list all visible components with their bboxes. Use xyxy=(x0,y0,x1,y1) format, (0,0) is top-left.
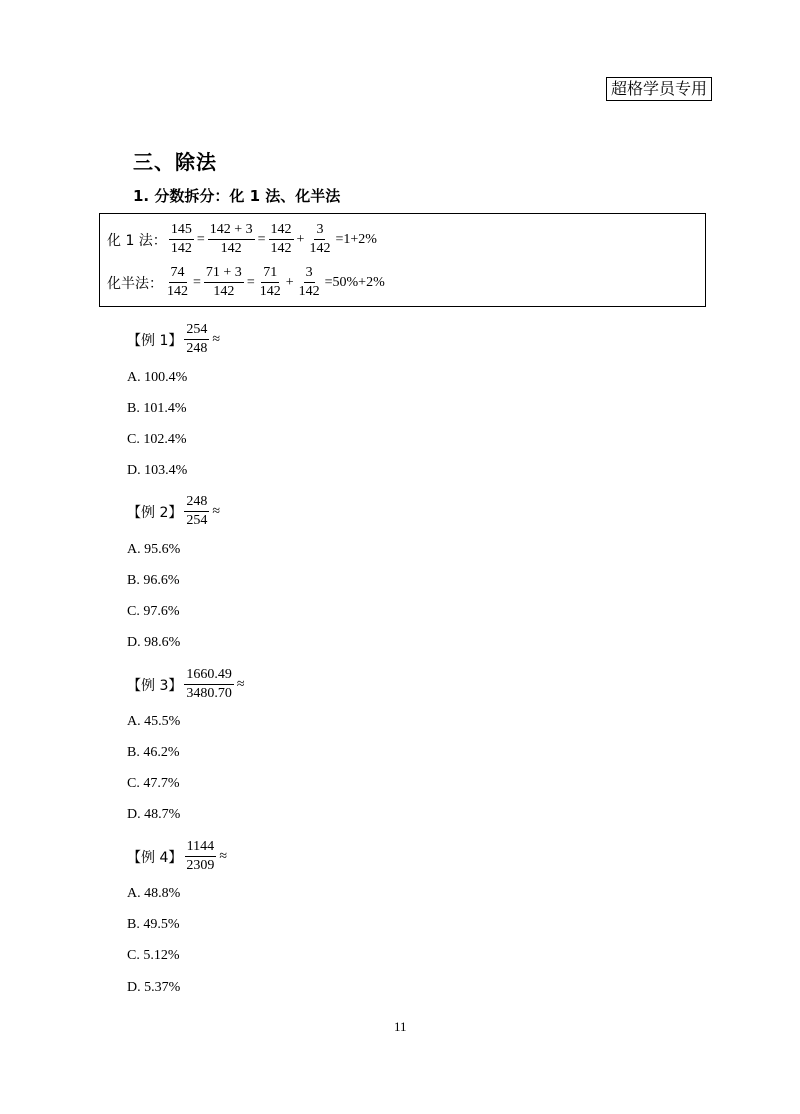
option: C. 97.6% xyxy=(127,604,180,619)
option: C. 47.7% xyxy=(127,776,180,791)
header-tag: 超格学员专用 xyxy=(606,77,712,101)
approx-symbol: ≈ xyxy=(236,676,245,692)
option: D. 98.6% xyxy=(127,635,181,650)
fraction-numerator: 254 xyxy=(184,321,209,340)
example-question xyxy=(127,321,221,358)
method-result: =1+2% xyxy=(335,231,377,247)
option: B. 96.6% xyxy=(127,573,180,588)
fraction-numerator: 248 xyxy=(184,493,209,512)
example-question xyxy=(127,838,228,875)
approx-symbol: ≈ xyxy=(212,503,221,519)
fraction xyxy=(208,221,255,258)
fraction-denominator: 254 xyxy=(186,513,208,528)
bracket-open: 【 xyxy=(127,849,141,866)
option: B. 101.4% xyxy=(127,401,187,416)
example-question xyxy=(127,666,246,703)
fraction-denominator: 142 xyxy=(220,241,242,256)
example-label: 例 4 xyxy=(141,849,169,866)
fraction-numerator: 1660.49 xyxy=(184,666,234,685)
operator: = xyxy=(257,231,266,247)
fraction-denominator: 2309 xyxy=(186,858,215,873)
bracket-open: 【 xyxy=(127,504,141,521)
fraction-denominator: 142 xyxy=(170,241,192,256)
operator: + xyxy=(285,274,294,290)
fraction-numerator: 74 xyxy=(169,264,187,283)
fraction-numerator: 145 xyxy=(169,221,194,240)
operator: = xyxy=(193,274,201,290)
fraction xyxy=(204,264,244,301)
fraction-denominator: 142 xyxy=(309,241,331,256)
fraction-denominator: 248 xyxy=(186,341,208,356)
example-label: 例 1 xyxy=(141,332,169,349)
fraction xyxy=(169,221,194,258)
fraction-numerator: 3 xyxy=(304,264,315,283)
fraction-numerator: 3 xyxy=(314,221,325,240)
bracket-close: 】 xyxy=(168,332,183,349)
fraction xyxy=(184,493,209,530)
fraction-numerator: 71 + 3 xyxy=(204,264,244,283)
fraction-denominator: 3480.70 xyxy=(186,686,232,701)
method-label: 化半法： xyxy=(107,275,163,292)
bracket-close: 】 xyxy=(168,504,183,521)
bracket-close: 】 xyxy=(168,849,183,866)
fraction xyxy=(184,838,216,875)
method-box xyxy=(99,213,706,307)
option: A. 48.8% xyxy=(127,886,181,901)
example-label: 例 3 xyxy=(141,677,169,694)
fraction-numerator: 142 xyxy=(269,221,294,240)
fraction xyxy=(307,221,332,258)
fraction-denominator: 142 xyxy=(167,284,188,299)
fraction xyxy=(258,264,283,301)
fraction-numerator: 142 + 3 xyxy=(208,221,255,240)
section-title: 三、除法 xyxy=(133,150,217,174)
fraction xyxy=(269,221,294,258)
page-number: 11 xyxy=(394,1019,407,1034)
approx-symbol: ≈ xyxy=(212,331,221,347)
fraction-denominator: 142 xyxy=(259,284,281,299)
fraction-denominator: 142 xyxy=(270,241,292,256)
method-row xyxy=(107,264,386,301)
option: B. 46.2% xyxy=(127,745,180,760)
approx-symbol: ≈ xyxy=(219,848,228,864)
option: A. 45.5% xyxy=(127,714,181,729)
bracket-open: 【 xyxy=(127,332,141,349)
fraction xyxy=(184,321,209,358)
fraction-denominator: 142 xyxy=(298,284,320,299)
fraction xyxy=(165,264,190,301)
fraction-numerator: 71 xyxy=(261,264,279,283)
example-question xyxy=(127,493,221,530)
subsection-title: 1. 分数拆分：化 1 法、化半法 xyxy=(133,187,341,205)
bracket-open: 【 xyxy=(127,677,141,694)
method-label: 化 1 法： xyxy=(107,232,167,249)
operator: + xyxy=(296,231,305,247)
fraction xyxy=(297,264,322,301)
option: D. 103.4% xyxy=(127,463,188,478)
fraction-numerator: 1144 xyxy=(185,838,216,857)
operator: = xyxy=(246,274,255,290)
method-result: =50%+2% xyxy=(324,274,385,290)
fraction xyxy=(184,666,234,703)
option: D. 48.7% xyxy=(127,807,181,822)
option: C. 5.12% xyxy=(127,948,180,963)
option: D. 5.37% xyxy=(127,980,181,995)
bracket-close: 】 xyxy=(168,677,183,694)
method-row xyxy=(107,221,378,258)
example-label: 例 2 xyxy=(141,504,169,521)
option: A. 100.4% xyxy=(127,370,188,385)
operator: = xyxy=(196,231,205,247)
option: C. 102.4% xyxy=(127,432,187,447)
fraction-denominator: 142 xyxy=(213,284,235,299)
option: A. 95.6% xyxy=(127,542,181,557)
option: B. 49.5% xyxy=(127,917,180,932)
